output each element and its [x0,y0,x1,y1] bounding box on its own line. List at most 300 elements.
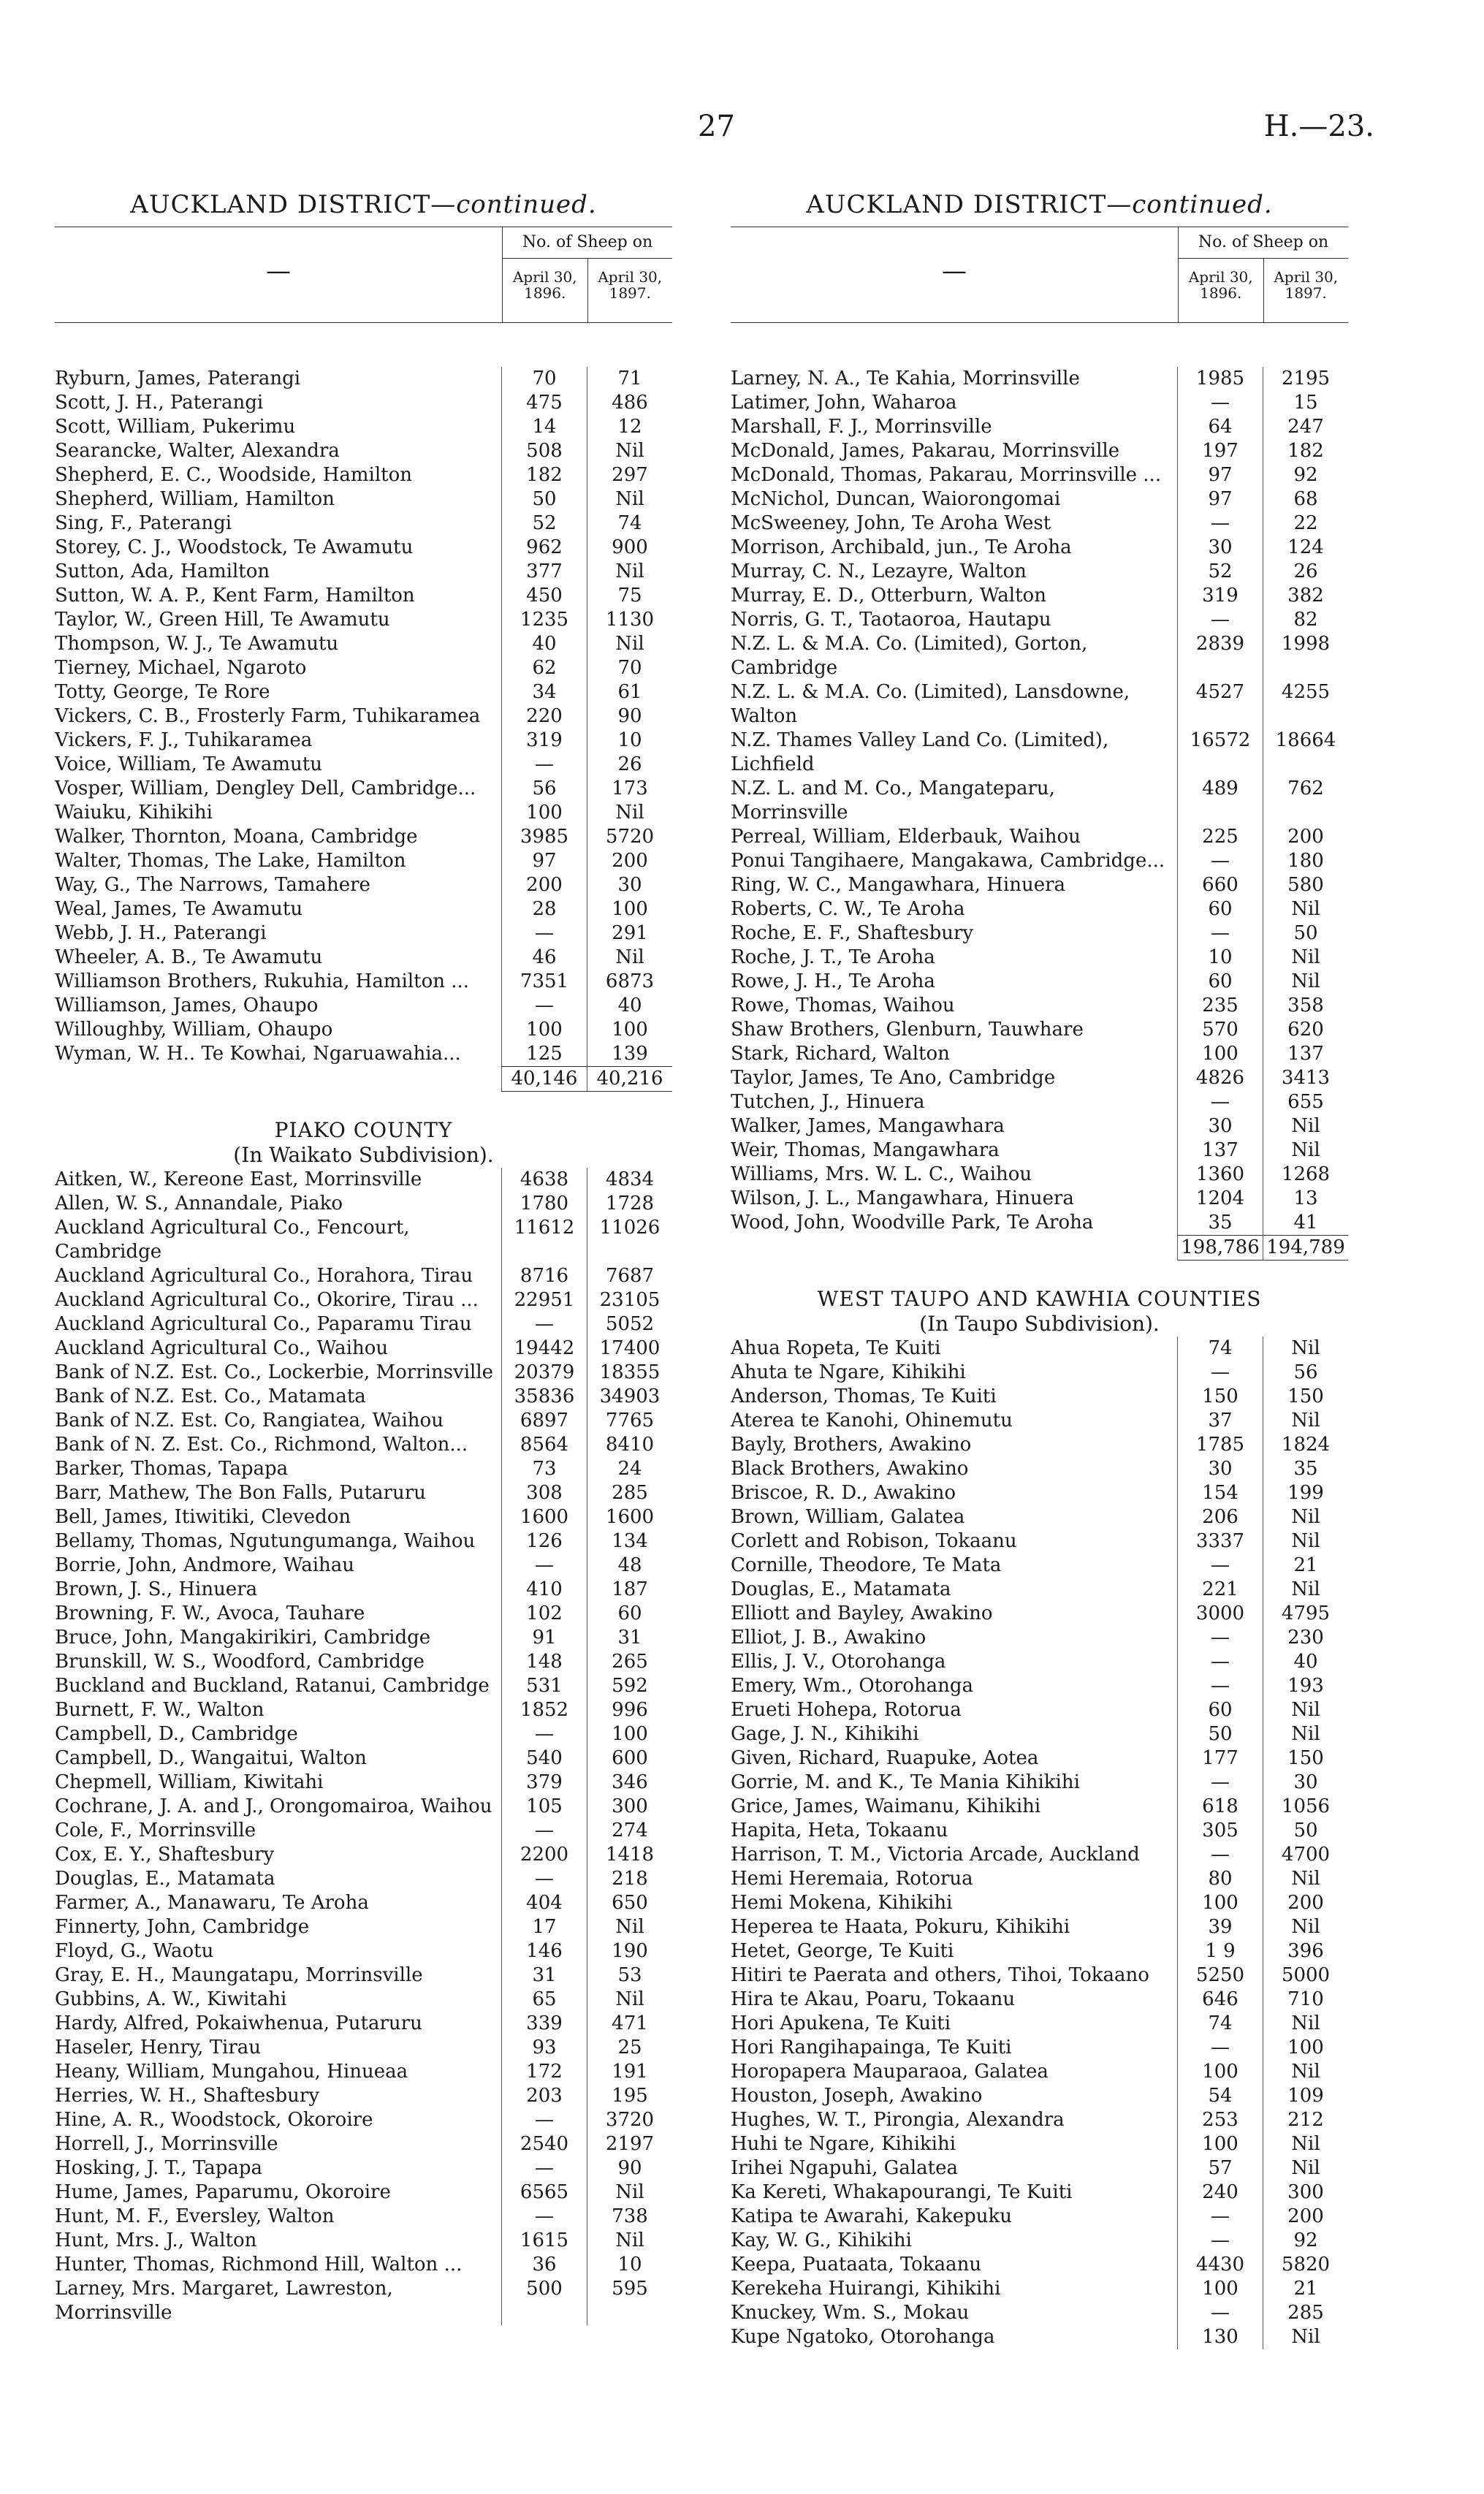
table-row [55,2036,672,2060]
table-row [731,1963,1348,1988]
sheep-1896: — [1177,2229,1263,2253]
table-row [731,2229,1348,2253]
sheep-1897: 12 [587,415,672,439]
table-row [731,512,1348,536]
sheep-1896: 2540 [501,2132,587,2156]
sheep-1897: 11026 [587,1216,672,1264]
sheep-1896: 97 [1177,463,1263,487]
sheep-1896: — [501,1554,587,1578]
sheep-1896: 319 [1177,584,1263,608]
sheep-1897: 274 [587,1819,672,1843]
table-header [55,227,672,323]
table-row [731,560,1348,584]
table-row [731,1915,1348,1939]
holder-name: Taylor, James, Te Ano, Cambridge [731,1067,1056,1089]
table-row [55,921,672,946]
holder-name: Buckland and Buckland, Ratanui, Cambridge [55,1675,490,1697]
sheep-1897: 996 [587,1698,672,1722]
sheep-1896: — [1177,1554,1263,1578]
sheep-1896: 126 [501,1529,587,1554]
sheep-1896: 10 [1177,946,1263,970]
holder-name: Bank of N.Z. Est. Co., Matamata [55,1385,366,1407]
sheep-1897: Nil [1263,1409,1348,1433]
holder-name: Harrison, T. M., Victoria Arcade, Auckland [731,1844,1140,1866]
section-title: WEST TAUPO AND KAWHIA COUNTIES [817,1287,1262,1311]
sheep-1896: 2200 [501,1843,587,1867]
holder-name: Huhi te Ngare, Kihikihi [731,2133,956,2155]
holder-name: Campbell, D., Cambridge [55,1723,298,1745]
holder-name: Chepmell, William, Kiwitahi [55,1771,324,1793]
sheep-1896: 146 [501,1939,587,1963]
sheep-1896: 17 [501,1915,587,1939]
sheep-1897: 199 [1263,1481,1348,1505]
sheep-1896: 16572 [1177,729,1263,777]
sheep-1897: 10 [587,2253,672,2277]
table-row [731,970,1348,994]
holder-name: Bank of N.Z. Est. Co, Rangiatea, Waihou [55,1410,444,1432]
table-row [55,970,672,994]
table-row [731,1481,1348,1505]
holder-name: Totty, George, Te Rore [55,681,270,703]
table-row [731,2132,1348,2156]
sheep-1896: 28 [501,897,587,921]
table-row [55,367,672,391]
table-row [55,946,672,970]
holder-name: Auckland Agricultural Co., Okorire, Tirau ... [55,1289,479,1311]
table-row [55,680,672,704]
sheep-1896: 65 [501,1988,587,2012]
holder-name: Browning, F. W., Avoca, Tauhare [55,1603,365,1624]
holder-name: Latimer, John, Waharoa [731,392,957,414]
sheep-1896: 475 [501,391,587,415]
table-row [731,2301,1348,2325]
header-1897: April 30, 1897. [587,259,673,322]
name-header: — [266,256,291,286]
holder-name: Cox, E. Y., Shaftesbury [55,1844,275,1866]
sheep-1897: 291 [587,921,672,946]
sheep-1897: 900 [587,536,672,560]
sheep-1897: 100 [1263,2036,1348,2060]
holder-name: Grice, James, Waimanu, Kihikihi [731,1795,1041,1817]
holder-name: Hori Rangihapainga, Te Kuiti [731,2037,1012,2058]
holder-name: Elliott and Bayley, Awakino [731,1603,993,1624]
holder-name: Vickers, C. B., Frosterly Farm, Tuhikaramea [55,705,481,727]
sheep-1897: Nil [1263,1138,1348,1163]
sheep-1897: Nil [587,487,672,512]
holder-name: N.Z. L. & M.A. Co. (Limited), Lansdowne, Walton [731,681,1130,727]
holder-name: Gubbins, A. W., Kiwitahi [55,1988,287,2010]
sheep-1897: Nil [1263,2156,1348,2181]
sheep-1896: 540 [501,1746,587,1771]
sheep-1897: 150 [1263,1385,1348,1409]
holder-name: Brunskill, W. S., Woodford, Cambridge [55,1651,425,1673]
sheep-1897: 3413 [1263,1066,1348,1090]
sheep-1896: 377 [501,560,587,584]
table-row [731,1722,1348,1746]
holder-name [731,1235,1177,1261]
sheep-1897: 26 [587,753,672,777]
sheep-1896: 508 [501,439,587,463]
sheep-1897: 300 [1263,2181,1348,2205]
table-row [731,487,1348,512]
sheep-1896: — [1177,608,1263,632]
holder-name: Webb, J. H., Paterangi [55,922,267,944]
sheep-1897: 738 [587,2205,672,2229]
holder-name: Bruce, John, Mangakirikiri, Cambridge [55,1627,431,1649]
table-row [55,1018,672,1042]
table-row [731,1090,1348,1114]
table-row [55,1529,672,1554]
holder-name: Wood, John, Woodville Park, Te Aroha [731,1212,1094,1233]
table-row [55,560,672,584]
table-row [55,1939,672,1963]
holder-name: Herries, W. H., Shaftesbury [55,2085,320,2107]
holder-name: Shepherd, E. C., Woodside, Hamilton [55,464,413,486]
holder-name: Hira te Akau, Poaru, Tokaanu [731,1988,1016,2010]
sheep-1897: Nil [1263,1915,1348,1939]
sheep-1896: — [1177,1843,1263,1867]
sheep-1897: Nil [1263,2012,1348,2036]
holder-name: Ahua Ropeta, Te Kuiti [731,1337,941,1359]
sheep-1896: 91 [501,1626,587,1650]
sheep-1896: 30 [1177,1114,1263,1138]
sheep-1897: Nil [587,439,672,463]
sheep-1897: 139 [587,1042,672,1066]
sheep-1897: 82 [1263,608,1348,632]
sheep-1896: — [501,921,587,946]
page-header [0,110,1484,153]
sheep-1897: 8410 [587,1433,672,1457]
sheep-1896: 339 [501,2012,587,2036]
sheep-1896: — [501,1722,587,1746]
sheep-1897: 595 [587,2277,672,2325]
holder-name: Hunter, Thomas, Richmond Hill, Walton ... [55,2254,463,2276]
sheep-1896: 40,146 [501,1066,587,1092]
sheep-1896: — [501,1819,587,1843]
sheep-1897: 173 [587,777,672,801]
table-row [731,777,1348,825]
sheep-1896: 962 [501,536,587,560]
sheep-1897: 7687 [587,1264,672,1288]
sheep-1896: 660 [1177,873,1263,897]
holder-name: Bellamy, Thomas, Ngutungumanga, Waihou [55,1530,476,1552]
sheep-1897: 195 [587,2084,672,2108]
table-row [55,415,672,439]
sheep-1897: 30 [587,873,672,897]
holder-name: Horrell, J., Morrinsville [55,2133,278,2155]
table-row [731,2253,1348,2277]
sheep-1896: — [501,2205,587,2229]
sheep-1896: 100 [1177,1042,1263,1066]
table-header [731,227,1348,323]
sheep-1897: 600 [587,1746,672,1771]
sheep-1897: 35 [1263,1457,1348,1481]
sheep-1897: Nil [587,560,672,584]
holder-name: Sutton, Ada, Hamilton [55,560,270,582]
sheep-1896: 198,786 [1177,1235,1263,1261]
holder-name: Marshall, F. J., Morrinsville [731,416,992,438]
table-row [731,1529,1348,1554]
sheep-1897: 23105 [587,1288,672,1312]
holder-name: Walter, Thomas, The Lake, Hamilton [55,850,406,872]
table-row [731,1361,1348,1385]
sheep-1897: 193 [1263,1674,1348,1698]
sheep-1897: 100 [587,1018,672,1042]
holder-name: Storey, C. J., Woodstock, Te Awamutu [55,536,414,558]
sheep-1897: 5820 [1263,2253,1348,2277]
sheep-1897: 34903 [587,1385,672,1409]
table-row [55,1481,672,1505]
holder-name: Auckland Agricultural Co., Fencourt, Cambridge [55,1217,410,1263]
sheep-1896: 5250 [1177,1963,1263,1988]
sheep-1896: 618 [1177,1795,1263,1819]
table-row [731,584,1348,608]
holder-name: Horopapera Mauparaoa, Galatea [731,2061,1049,2083]
sheep-1896: 40 [501,632,587,656]
holder-name [55,1066,501,1092]
holder-name: Hardy, Alfred, Pokaiwhenua, Putaruru [55,2012,422,2034]
sheep-1896: 105 [501,1795,587,1819]
table-row [55,1795,672,1819]
table-row [55,1915,672,1939]
table-row [731,1698,1348,1722]
holder-name: Cornille, Theodore, Te Mata [731,1554,1002,1576]
sheep-1897: 4834 [587,1168,672,1192]
sheep-1896: 100 [501,801,587,825]
holder-name: Emery, Wm., Otorohanga [731,1675,974,1697]
table-row [55,1602,672,1626]
sheep-1896: 1204 [1177,1187,1263,1211]
holder-name: Hughes, W. T., Pirongia, Alexandra [731,2109,1065,2131]
sheep-1897: 200 [1263,825,1348,849]
table-row [731,680,1348,729]
holder-name: Black Brothers, Awakino [731,1458,969,1480]
sheep-1896: 22951 [501,1288,587,1312]
sheep-1896: 74 [1177,2012,1263,2036]
table-row [55,704,672,729]
holder-name: McNichol, Duncan, Waiorongomai [731,488,1061,510]
table-row [731,415,1348,439]
holder-name: McSweeney, John, Te Aroha West [731,512,1051,534]
holder-name: Hori Apukena, Te Kuiti [731,2012,951,2034]
sheep-1897: 1728 [587,1192,672,1216]
sheep-1896: 177 [1177,1746,1263,1771]
holder-name: Floyd, G., Waotu [55,1940,214,1962]
sheep-1897: Nil [1263,1722,1348,1746]
sheep-1897: 297 [587,463,672,487]
table-row [731,1626,1348,1650]
sheep-1896: 97 [1177,487,1263,512]
table-row [55,2277,672,2325]
table-row [55,608,672,632]
table-row [55,1288,672,1312]
sheep-1897: 187 [587,1578,672,1602]
sheep-1896: 102 [501,1602,587,1626]
sheep-1896: 30 [1177,536,1263,560]
holder-name: Gorrie, M. and K., Te Mania Kihikihi [731,1771,1080,1793]
sheep-1897: 1418 [587,1843,672,1867]
sheep-1896: 35836 [501,1385,587,1409]
holder-name: Auckland Agricultural Co., Horahora, Tirau [55,1265,473,1287]
sheep-1896: 30 [1177,1457,1263,1481]
sheep-1897: 90 [587,2156,672,2181]
table-row [55,1746,672,1771]
table-row [55,1819,672,1843]
table-row [55,2108,672,2132]
holder-name: McDonald, Thomas, Pakarau, Morrinsville ... [731,464,1162,486]
holder-name: Aterea te Kanohi, Ohinemutu [731,1410,1013,1432]
header-1896: April 30, 1896. [512,268,577,302]
sheep-1897: Nil [587,1988,672,2012]
table-row [55,2181,672,2205]
holder-name: Hapita, Heta, Tokaanu [731,1820,948,1841]
sheep-1896: — [501,2108,587,2132]
holder-name: Brown, J. S., Hinuera [55,1578,258,1600]
sheep-1896: 100 [1177,2277,1263,2301]
holder-name: Searancke, Walter, Alexandra [55,440,340,462]
holder-name: Given, Richard, Ruapuke, Aotea [731,1747,1039,1769]
holder-name: Hemi Mokena, Kihikihi [731,1892,953,1914]
holder-name: Stark, Richard, Walton [731,1043,950,1065]
sheep-1896: 148 [501,1650,587,1674]
sheep-1897: 100 [587,1722,672,1746]
holder-name: Thompson, W. J., Te Awamutu [55,633,339,655]
sheep-1896: 50 [501,487,587,512]
table-row [731,1578,1348,1602]
sheep-1896: 2839 [1177,632,1263,680]
holder-name: Taylor, W., Green Hill, Te Awamutu [55,609,390,631]
section-subtitle: (In Waikato Subdivision). [233,1143,494,1167]
sheep-1897: Nil [1263,1114,1348,1138]
table-row [55,1963,672,1988]
holder-name: Campbell, D., Wangaitui, Walton [55,1747,367,1769]
holder-name: Murray, E. D., Otterburn, Walton [731,585,1046,607]
sheep-1896: 1985 [1177,367,1263,391]
table-row [731,994,1348,1018]
sheep-1896: 14 [501,415,587,439]
sheep-1897: 50 [1263,921,1348,946]
sheep-1897: 56 [1263,1361,1348,1385]
sheep-1896: — [1177,2205,1263,2229]
holder-name: Roche, E. F., Shaftesbury [731,922,974,944]
sheep-1897: 218 [587,1867,672,1891]
table-row [731,2277,1348,2301]
sheep-1896: 8716 [501,1264,587,1288]
table-row [731,849,1348,873]
sheep-1896: 50 [1177,1722,1263,1746]
sheep-1896: 4826 [1177,1066,1263,1090]
table-row [55,2156,672,2181]
holder-name: Anderson, Thomas, Te Kuiti [731,1385,997,1407]
holder-name: Larney, N. A., Te Kahia, Morrinsville [731,368,1080,389]
table-row [731,1066,1348,1090]
header-1896: April 30, 1896. [1188,268,1253,302]
sheep-1897: Nil [1263,1529,1348,1554]
table-row [731,439,1348,463]
table-row [55,1891,672,1915]
holder-name: Hunt, M. F., Eversley, Walton [55,2205,335,2227]
sheep-1897: 230 [1263,1626,1348,1650]
holder-name: Heperea te Haata, Pokuru, Kihikihi [731,1916,1070,1938]
sheep-1896: 3985 [501,825,587,849]
table-row [731,946,1348,970]
holder-name: Ponui Tangihaere, Mangakawa, Cambridge... [731,850,1165,872]
sheep-1897: 5000 [1263,1963,1348,1988]
sheep-1897: 486 [587,391,672,415]
page-number: 27 [698,110,735,143]
table-row [731,2108,1348,2132]
sheep-1897: 68 [1263,487,1348,512]
holder-name: Sing, F., Paterangi [55,512,232,534]
sheep-1896: 6897 [501,1409,587,1433]
sheep-header: No. of Sheep on April 30, 1896. April 30, 1897. [502,227,672,322]
sheep-1897: 1130 [587,608,672,632]
sheep-1897: 2195 [1263,367,1348,391]
sheep-1897: 100 [587,897,672,921]
sheep-1897: Nil [587,801,672,825]
total-row [55,1066,672,1092]
table-row [731,367,1348,391]
sheep-1896: — [1177,391,1263,415]
sheep-1896: 4527 [1177,680,1263,729]
sheep-1897: 40,216 [587,1066,672,1092]
column-title: AUCKLAND DISTRICT—continued. [130,190,597,219]
holder-name: Irihei Ngapuhi, Galatea [731,2157,959,2179]
name-header: — [942,256,967,286]
sheep-1897: 285 [1263,2301,1348,2325]
sheep-1897: 1600 [587,1505,672,1529]
table-row [731,2036,1348,2060]
table-row [731,1674,1348,1698]
table-row [55,656,672,680]
holder-name: Kupe Ngatoko, Otorohanga [731,2326,995,2348]
holder-name: Barr, Mathew, The Bon Falls, Putaruru [55,1482,426,1504]
sheep-1897: 655 [1263,1090,1348,1114]
sheep-1896: 172 [501,2060,587,2084]
table-row [731,463,1348,487]
sheep-1897: 346 [587,1771,672,1795]
table-row [55,632,672,656]
sheep-1897: 74 [587,512,672,536]
holder-name: N.Z. L. & M.A. Co. (Limited), Gorton, Cambridge [731,633,1088,679]
table-row [55,729,672,753]
sheep-1897: 13 [1263,1187,1348,1211]
table-row [731,873,1348,897]
sheep-1897: 17400 [587,1337,672,1361]
holder-name: Larney, Mrs. Margaret, Lawreston, Morrinsville [55,2278,393,2324]
table-row [731,1746,1348,1771]
table-row [55,2205,672,2229]
sheep-1897: 71 [587,367,672,391]
holder-name: Auckland Agricultural Co., Waihou [55,1337,389,1359]
table-row [731,2060,1348,2084]
table-row [55,1457,672,1481]
sheep-1896: 500 [501,2277,587,2325]
table-row [55,512,672,536]
sheep-1896: 39 [1177,1915,1263,1939]
holder-name: Williamson Brothers, Rukuhia, Hamilton ... [55,970,470,992]
sheep-1897: 50 [1263,1819,1348,1843]
table-row [55,1722,672,1746]
holder-name: Ryburn, James, Paterangi [55,368,301,389]
table-row [55,463,672,487]
sheep-1896: 54 [1177,2084,1263,2108]
sheep-1896: — [1177,1090,1263,1114]
table-row [55,897,672,921]
sheep-1896: 1785 [1177,1433,1263,1457]
sheep-1896: — [1177,921,1263,946]
table-row [55,1843,672,1867]
